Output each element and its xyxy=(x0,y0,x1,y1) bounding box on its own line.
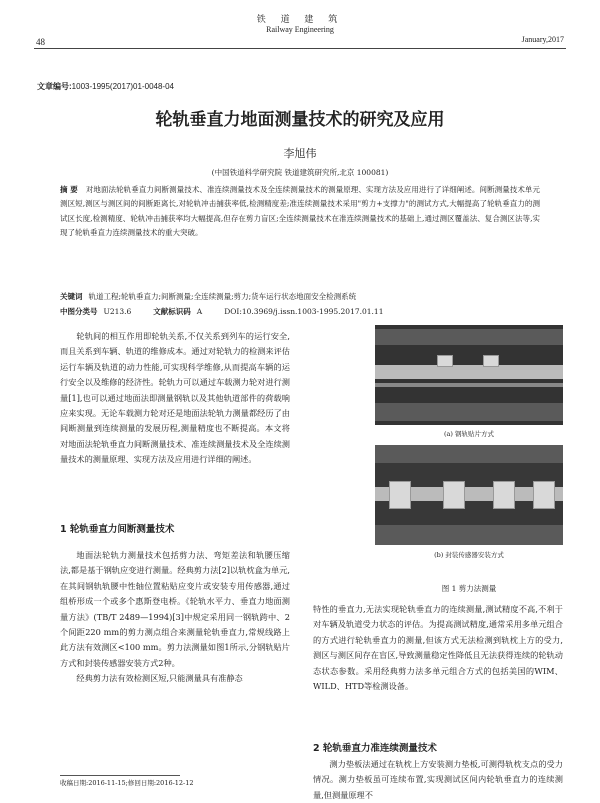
header-rule xyxy=(34,48,566,49)
section-2-text xyxy=(313,757,563,803)
abstract-text: 对地面法轮轨垂直力间断测量技术、准连续测量技术及全连续测量技术的测量原理、实现方法及应用进行了详细阐述。间断测量技术单元测区短,测区与测区间的间断距离长,对轮轨冲击捕获率低,检测精度差;准连续测量技术采用"剪力+支撑力"的测试方式,大幅提高了轮轨垂直力的测试区长度,检测精度、轮轨冲击捕获率均大幅提高,但存在剪力盲区;全连续测量技术在准连续测量技术的基础上,通过测区覆盖法、复合测区法等,实现了轮轨垂直力连续测量技术的重大突破。 xyxy=(60,185,540,237)
journal-title-cn: 铁 道 建 筑 xyxy=(256,15,344,25)
abstract xyxy=(60,183,540,240)
journal-title-en: Railway Engineering xyxy=(266,25,334,34)
figure-1b-caption: (b) 封装传感器安装方式 xyxy=(434,551,504,559)
issue-date: January,2017 xyxy=(521,35,564,44)
section-2-paragraph: 测力垫板法通过在轨枕上方安装测力垫板,可测得轨枕支点的受力情况。测力垫板虽可连续布置,实现测试区间内轮轨垂直力的连续测量,但测量原理不 xyxy=(313,759,563,800)
clc-label: 中图分类号 xyxy=(60,307,98,316)
footnote-received: 收稿日期:2016-11-15;修回日期:2016-12-12 xyxy=(60,779,194,787)
author: 李旭伟 xyxy=(283,147,317,160)
section-2-title: 2 轮轨垂直力准连续测量技术 xyxy=(313,743,437,754)
clc-value: U213.6 xyxy=(103,307,132,316)
intro-text xyxy=(60,329,290,468)
doi: DOI:10.3969/j.issn.1003-1995.2017.01.11 xyxy=(224,307,384,316)
section-1-text xyxy=(60,548,290,687)
section-1-paragraph: 地面法轮轨力测量技术包括剪力法、弯矩差法和轨腰压缩法,都是基于钢轨应变进行测量。经典剪力法[2]以轨枕盒为单元,在其间钢轨轨腰中性轴位置粘贴应变片或安装专用传感器,通过组桥形成一个或多个惠斯登电桥。《轮轨水平力、垂直力地面测量方法》(TB/T 2489—1994)[3]中规定采用同一钢轨跨中、2个间距220 mm的剪力测点组合来测量轮轨垂直力,常规线路上此方法有效测区<100 mm。剪力法测量如图1所示,分钢轨贴片方式和封装传感器安装方式2种。 xyxy=(60,550,290,668)
article-number xyxy=(37,81,174,92)
figure-1b-photo xyxy=(375,445,563,545)
abstract-label: 摘 要 xyxy=(60,185,78,194)
keywords-label: 关键词 xyxy=(60,292,83,301)
affiliation: (中国铁道科学研究院 铁道建筑研究所,北京 100081) xyxy=(211,168,389,177)
figure-1a-photo xyxy=(375,325,563,425)
keywords-text: 轨道工程;轮轨垂直力;间断测量;全连续测量;剪力;货车运行状态地面安全检测系统 xyxy=(88,292,357,301)
section-1-paragraph: 经典剪力法有效检测区短,只能测量具有准静态 xyxy=(76,673,243,684)
article-number-label: 文章编号: xyxy=(37,82,72,91)
figure-1-caption: 图 1 剪力法测量 xyxy=(441,584,497,593)
right-paragraph: 特性的垂直力,无法实现轮轨垂直力的连续测量,测试精度不高,不利于对车辆及轨道受力状态的评估。为提高测试精度,通常采用多单元组合的方式进行轮轨垂直力的测量,但该方式无法检测到轨枕上方的受力,测区与测区间存在盲区,导致测量稳定性降低且无法获得连续的轮轨动态状态参数。采用经典剪力法多单元组合方式的包括美国的WIM、WILD、HTD等检测设备。 xyxy=(313,604,563,692)
footnotes xyxy=(60,778,310,789)
figure-1 xyxy=(375,325,563,568)
doc-code-label: 文献标识码 xyxy=(153,307,191,316)
classification xyxy=(60,306,540,317)
section-1-title: 1 轮轨垂直力间断测量技术 xyxy=(60,524,175,535)
footnote-rule xyxy=(60,775,180,776)
page-number: 48 xyxy=(36,37,45,47)
keywords xyxy=(60,291,540,302)
figure-1a-caption: (a) 钢轨贴片方式 xyxy=(443,430,494,438)
paper-title: 轮轨垂直力地面测量技术的研究及应用 xyxy=(155,110,445,130)
article-number-value: 1003-1995(2017)01-0048-04 xyxy=(71,82,174,91)
doc-code-value: A xyxy=(196,307,203,316)
right-column-text xyxy=(313,602,563,694)
intro-paragraph: 轮轨间的相互作用即轮轨关系,不仅关系到列车的运行安全,而且关系到车辆、轨道的维修成本。通过对轮轨力的检测来评估运行车辆及轨道的动力性能,可实现科学维修,从而提高车辆的运行安全以及维修的经济性。轮轨力可以通过车载测力轮对进行测量[1],也可以通过地面法即测量钢轨以及其他轨道部件的荷载响应来实现。无论车载测力轮对还是地面法轮轨力测量都经历了由间断测量到连续测量的发展历程,测量精度也不断提高。本文将对地面法轮轨垂直力间断测量技术、准连续测量技术及全连续测量技术的测量原理、实现方法及应用进行详细的阐述。 xyxy=(60,331,290,465)
